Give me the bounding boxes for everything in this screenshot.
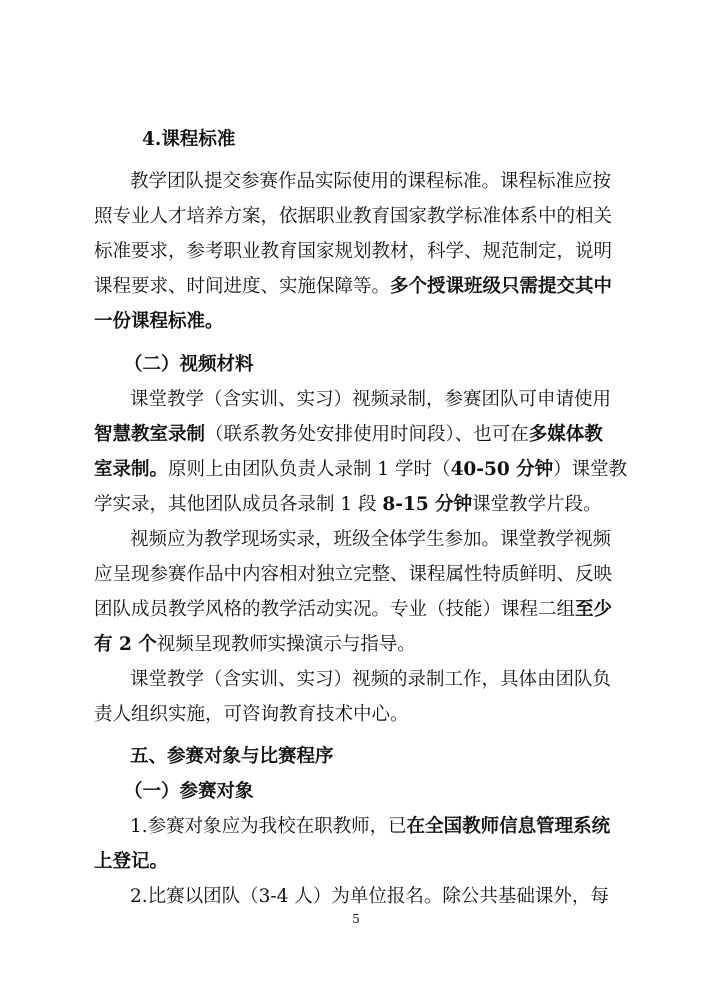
video-p1-line-3-normal: 原则上由团队负责人录制 1 学时（ (168, 459, 451, 480)
section-5-item-1-bold: 在全国教师信息管理系统 (406, 816, 611, 837)
section-4-line-1: 教学团队提交参赛作品实际使用的课程标准。课程标准应按 (130, 171, 612, 192)
video-p1-line-1: 课堂教学（含实训、实习）视频录制，参赛团队可申请使用 (130, 389, 612, 410)
section-4-line-2: 照专业人才培养方案，依据职业教育国家教学标准体系中的相关 (94, 206, 613, 227)
video-p2-line-4-bold: 有 2 个 (94, 634, 157, 655)
section-4-line-5: 一份课程标准。 (94, 311, 224, 332)
page-number: 5 (352, 912, 360, 926)
section-4-line-4-normal: 课程要求、时间进度、实施保障等。 (94, 276, 391, 297)
video-p2-line-2: 应呈现参赛作品中内容相对独立完整、课程属性特质鲜明、反映 (94, 564, 613, 585)
section-4-line-3: 标准要求，参考职业教育国家规划教材，科学、规范制定，说明 (94, 241, 613, 262)
video-p1-line-2 (94, 423, 603, 447)
video-p1-line-4-normal: 学实录，其他团队成员各录制 1 段 (94, 494, 383, 515)
video-p2-line-1: 视频应为教学现场实录，班级全体学生参加。课堂教学视频 (130, 529, 612, 550)
video-p2-line-4-normal: 视频呈现教师实操演示与指导。 (156, 634, 416, 655)
video-p1-line-3 (94, 458, 627, 482)
video-p1-line-3-bold: 室录制。 (94, 459, 169, 480)
duration-40-50-text: 40-50 分钟 (450, 459, 554, 480)
multimedia-text: 多媒体教 (528, 424, 603, 445)
video-p1-line-4 (94, 493, 602, 517)
section-5-item-1-line-1 (130, 815, 610, 839)
section-4-line-4-bold: 多个授课班级只需提交其中 (390, 276, 613, 297)
video-p2-line-3-bold: 至少 (575, 599, 613, 620)
video-p1-line-2-normal: （联系教务处安排使用时间段）、也可在 (205, 424, 529, 445)
duration-8-15-text: 8-15 分钟 (382, 494, 473, 515)
participants-heading: （一）参赛对象 (124, 781, 254, 802)
smart-classroom-text: 智慧教室录制 (94, 424, 206, 445)
video-p1-line-3-normal-2: ）课堂教 (553, 459, 628, 480)
section-5-item-2-line-1: 2.比赛以团队（3-4 人）为单位报名。除公共基础课外，每 (130, 886, 609, 907)
section-5-heading: 五、参赛对象与比赛程序 (130, 746, 334, 767)
video-heading: （二）视频材料 (124, 354, 254, 375)
section-4-heading: 4.课程标准 (142, 129, 236, 150)
section-4-line-4 (94, 275, 612, 299)
video-p2-line-3-normal: 团队成员教学风格的教学活动实况。专业（技能）课程二组 (94, 599, 576, 620)
video-p3-line-2: 责人组织实施，可咨询教育技术中心。 (94, 704, 409, 725)
section-5-item-1-normal: 1.参赛对象应为我校在职教师，已 (130, 816, 407, 837)
video-p3-line-1: 课堂教学（含实训、实习）视频的录制工作，具体由团队负 (130, 669, 612, 690)
video-p2-line-4 (94, 633, 416, 657)
video-p1-line-4-normal-2: 课堂教学片段。 (472, 494, 602, 515)
section-5-item-1-line-2: 上登记。 (94, 851, 169, 872)
video-p2-line-3 (94, 598, 612, 622)
